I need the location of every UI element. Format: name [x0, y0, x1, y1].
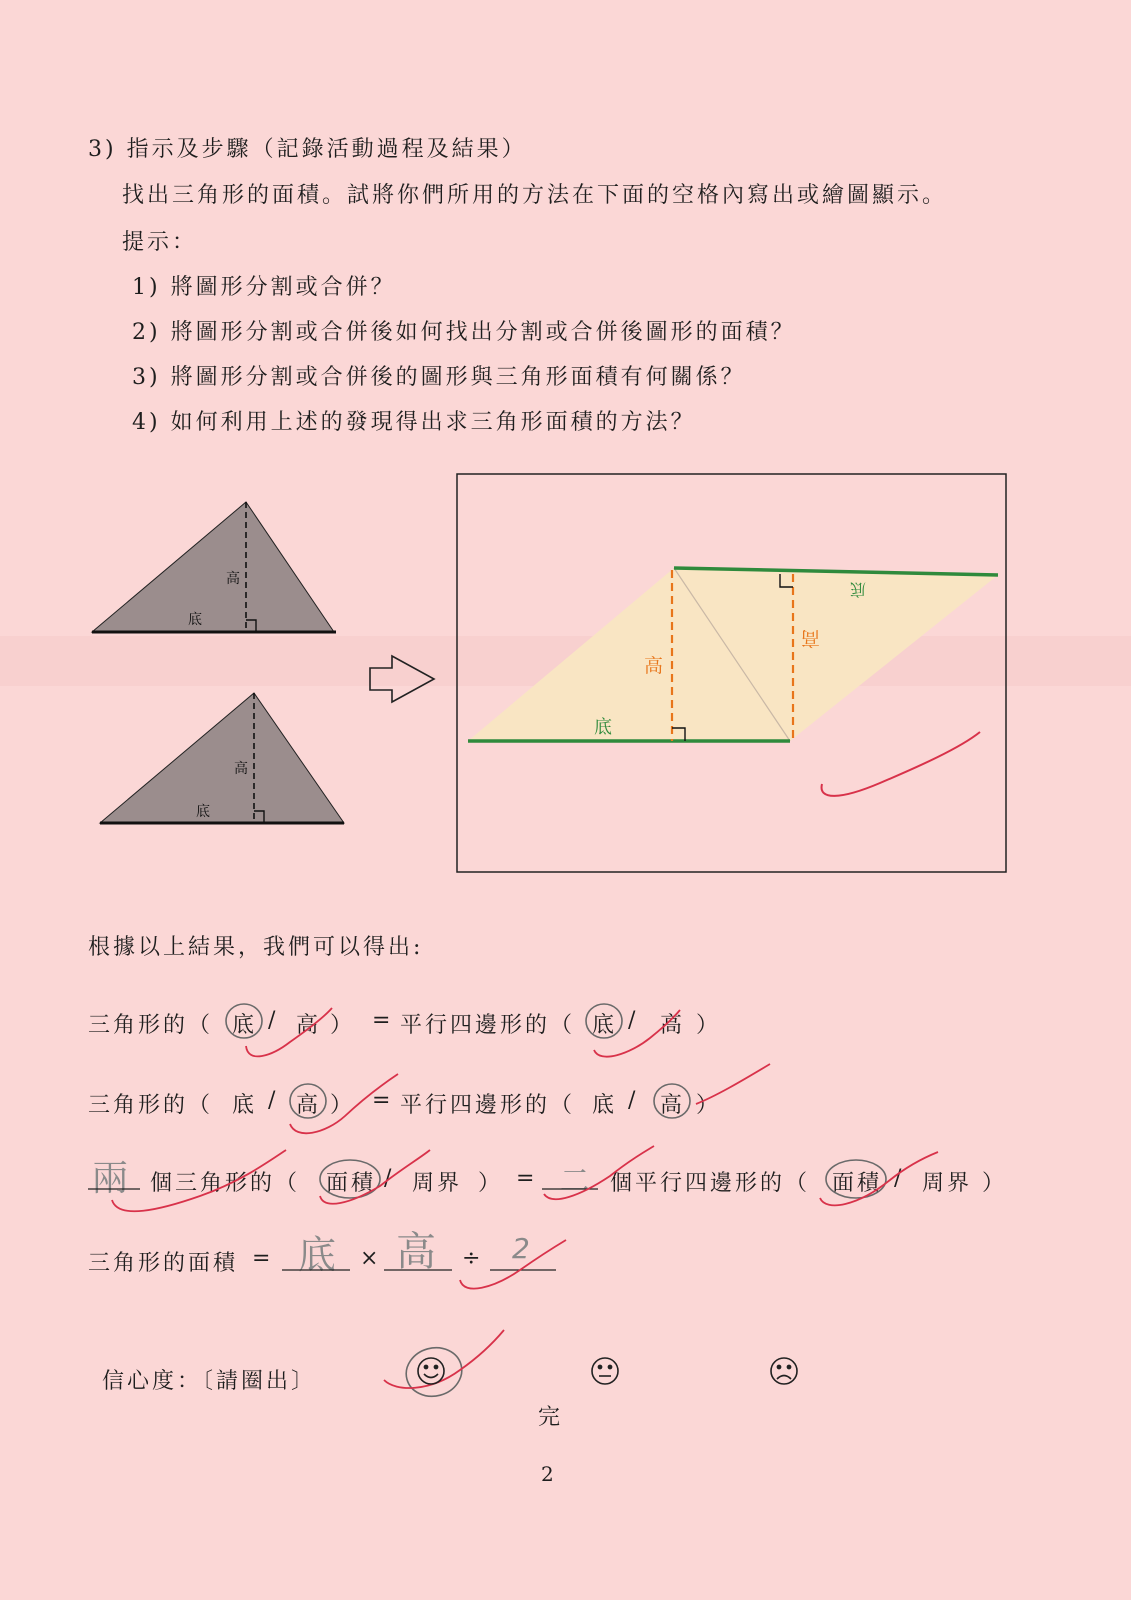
line2-close: ）	[330, 1093, 356, 1118]
hint-label: 提示：	[122, 230, 198, 255]
line1-option-base: 底	[232, 1013, 258, 1038]
line3-answer-count: 兩	[92, 1158, 129, 1199]
line1-option-height-2: 高	[660, 1013, 686, 1038]
line3-sep: /	[384, 1166, 395, 1191]
formula-divide: ÷	[462, 1246, 484, 1271]
neutral-face-icon	[592, 1358, 618, 1384]
line2-option-height: 高	[296, 1093, 322, 1118]
line1-close: ）	[330, 1013, 356, 1038]
triangle-bottom	[100, 693, 344, 823]
line1-option-base-2: 底	[592, 1013, 618, 1038]
height-label-rotated: 高	[800, 627, 820, 649]
check-mark-icon	[112, 1008, 938, 1388]
line3-sep-2: /	[894, 1166, 905, 1191]
page-number: 2	[541, 1462, 554, 1486]
formula-answer-height: 高	[396, 1229, 436, 1275]
line3-mid: 個平行四邊形的（	[610, 1171, 811, 1196]
line1-sep: /	[268, 1008, 279, 1033]
line3-option-area-2: 面積	[832, 1171, 883, 1196]
formula-answer-divisor: 2	[512, 1232, 530, 1265]
line1-option-height: 高	[296, 1013, 322, 1038]
line1-mid: 平行四邊形的（	[400, 1013, 576, 1038]
end-mark: 完	[538, 1405, 564, 1430]
base-label-parallelogram: 底	[594, 717, 612, 738]
line1-equals: =	[372, 1008, 394, 1033]
line2-option-base: 底	[232, 1093, 258, 1118]
check-mark-icon	[822, 732, 980, 796]
line2-mid: 平行四邊形的（	[400, 1093, 576, 1118]
base-label-top: 底	[188, 612, 202, 628]
height-label-bottom: 高	[234, 761, 248, 777]
line2-prefix: 三角形的（	[88, 1093, 214, 1118]
line3-end: ）	[982, 1171, 1008, 1196]
base-label-rotated: 底	[849, 580, 866, 599]
base-label-bottom: 底	[196, 804, 210, 820]
happy-face-icon	[418, 1358, 444, 1384]
line3-option-area: 面積	[326, 1171, 377, 1196]
line3-prefix: 個三角形的（	[150, 1171, 301, 1196]
formula-label: 三角形的面積	[88, 1251, 239, 1276]
conclusion-intro: 根據以上結果，我們可以得出:	[88, 935, 424, 960]
line1-prefix: 三角形的（	[88, 1013, 214, 1038]
triangle-top	[92, 502, 336, 632]
hint-item: 1) 將圖形分割或合併？	[132, 275, 396, 300]
sad-face-icon	[771, 1358, 797, 1384]
hint-item: 4) 如何利用上述的發現得出求三角形面積的方法？	[132, 410, 696, 435]
line1-sep-2: /	[628, 1008, 639, 1033]
formula-times: ×	[360, 1246, 382, 1271]
hint-item: 3) 將圖形分割或合併後的圖形與三角形面積有何關係？	[132, 365, 746, 390]
line2-option-base-2: 底	[592, 1093, 618, 1118]
height-label-parallelogram: 高	[644, 655, 664, 677]
task-text: 找出三角形的面積。試將你們所用的方法在下面的空格內寫出或繪圖顯示。	[122, 183, 948, 208]
line3-equals: =	[516, 1166, 538, 1191]
line2-sep-2: /	[628, 1088, 639, 1113]
line2-sep: /	[268, 1088, 279, 1113]
line2-equals: =	[372, 1088, 394, 1113]
formula-answer-base: 底	[298, 1233, 337, 1277]
line3-answer-count-2: 二	[560, 1164, 590, 1199]
formula-equals: =	[252, 1246, 274, 1271]
line3-close: ）	[478, 1171, 504, 1196]
confidence-label: 信心度：〔請圈出〕	[102, 1369, 317, 1394]
line3-option-perimeter: 周界	[412, 1171, 463, 1196]
line2-end: ）	[696, 1093, 722, 1118]
height-label-top: 高	[226, 571, 240, 587]
line3-option-perimeter-2: 周界	[922, 1171, 973, 1196]
hint-item: 2) 將圖形分割或合併後如何找出分割或合併後圖形的面積？	[132, 320, 796, 345]
line1-end: ）	[696, 1013, 722, 1038]
section-heading: 3) 指示及步驟（記錄活動過程及結果）	[88, 137, 527, 162]
line2-option-height-2: 高	[660, 1093, 686, 1118]
